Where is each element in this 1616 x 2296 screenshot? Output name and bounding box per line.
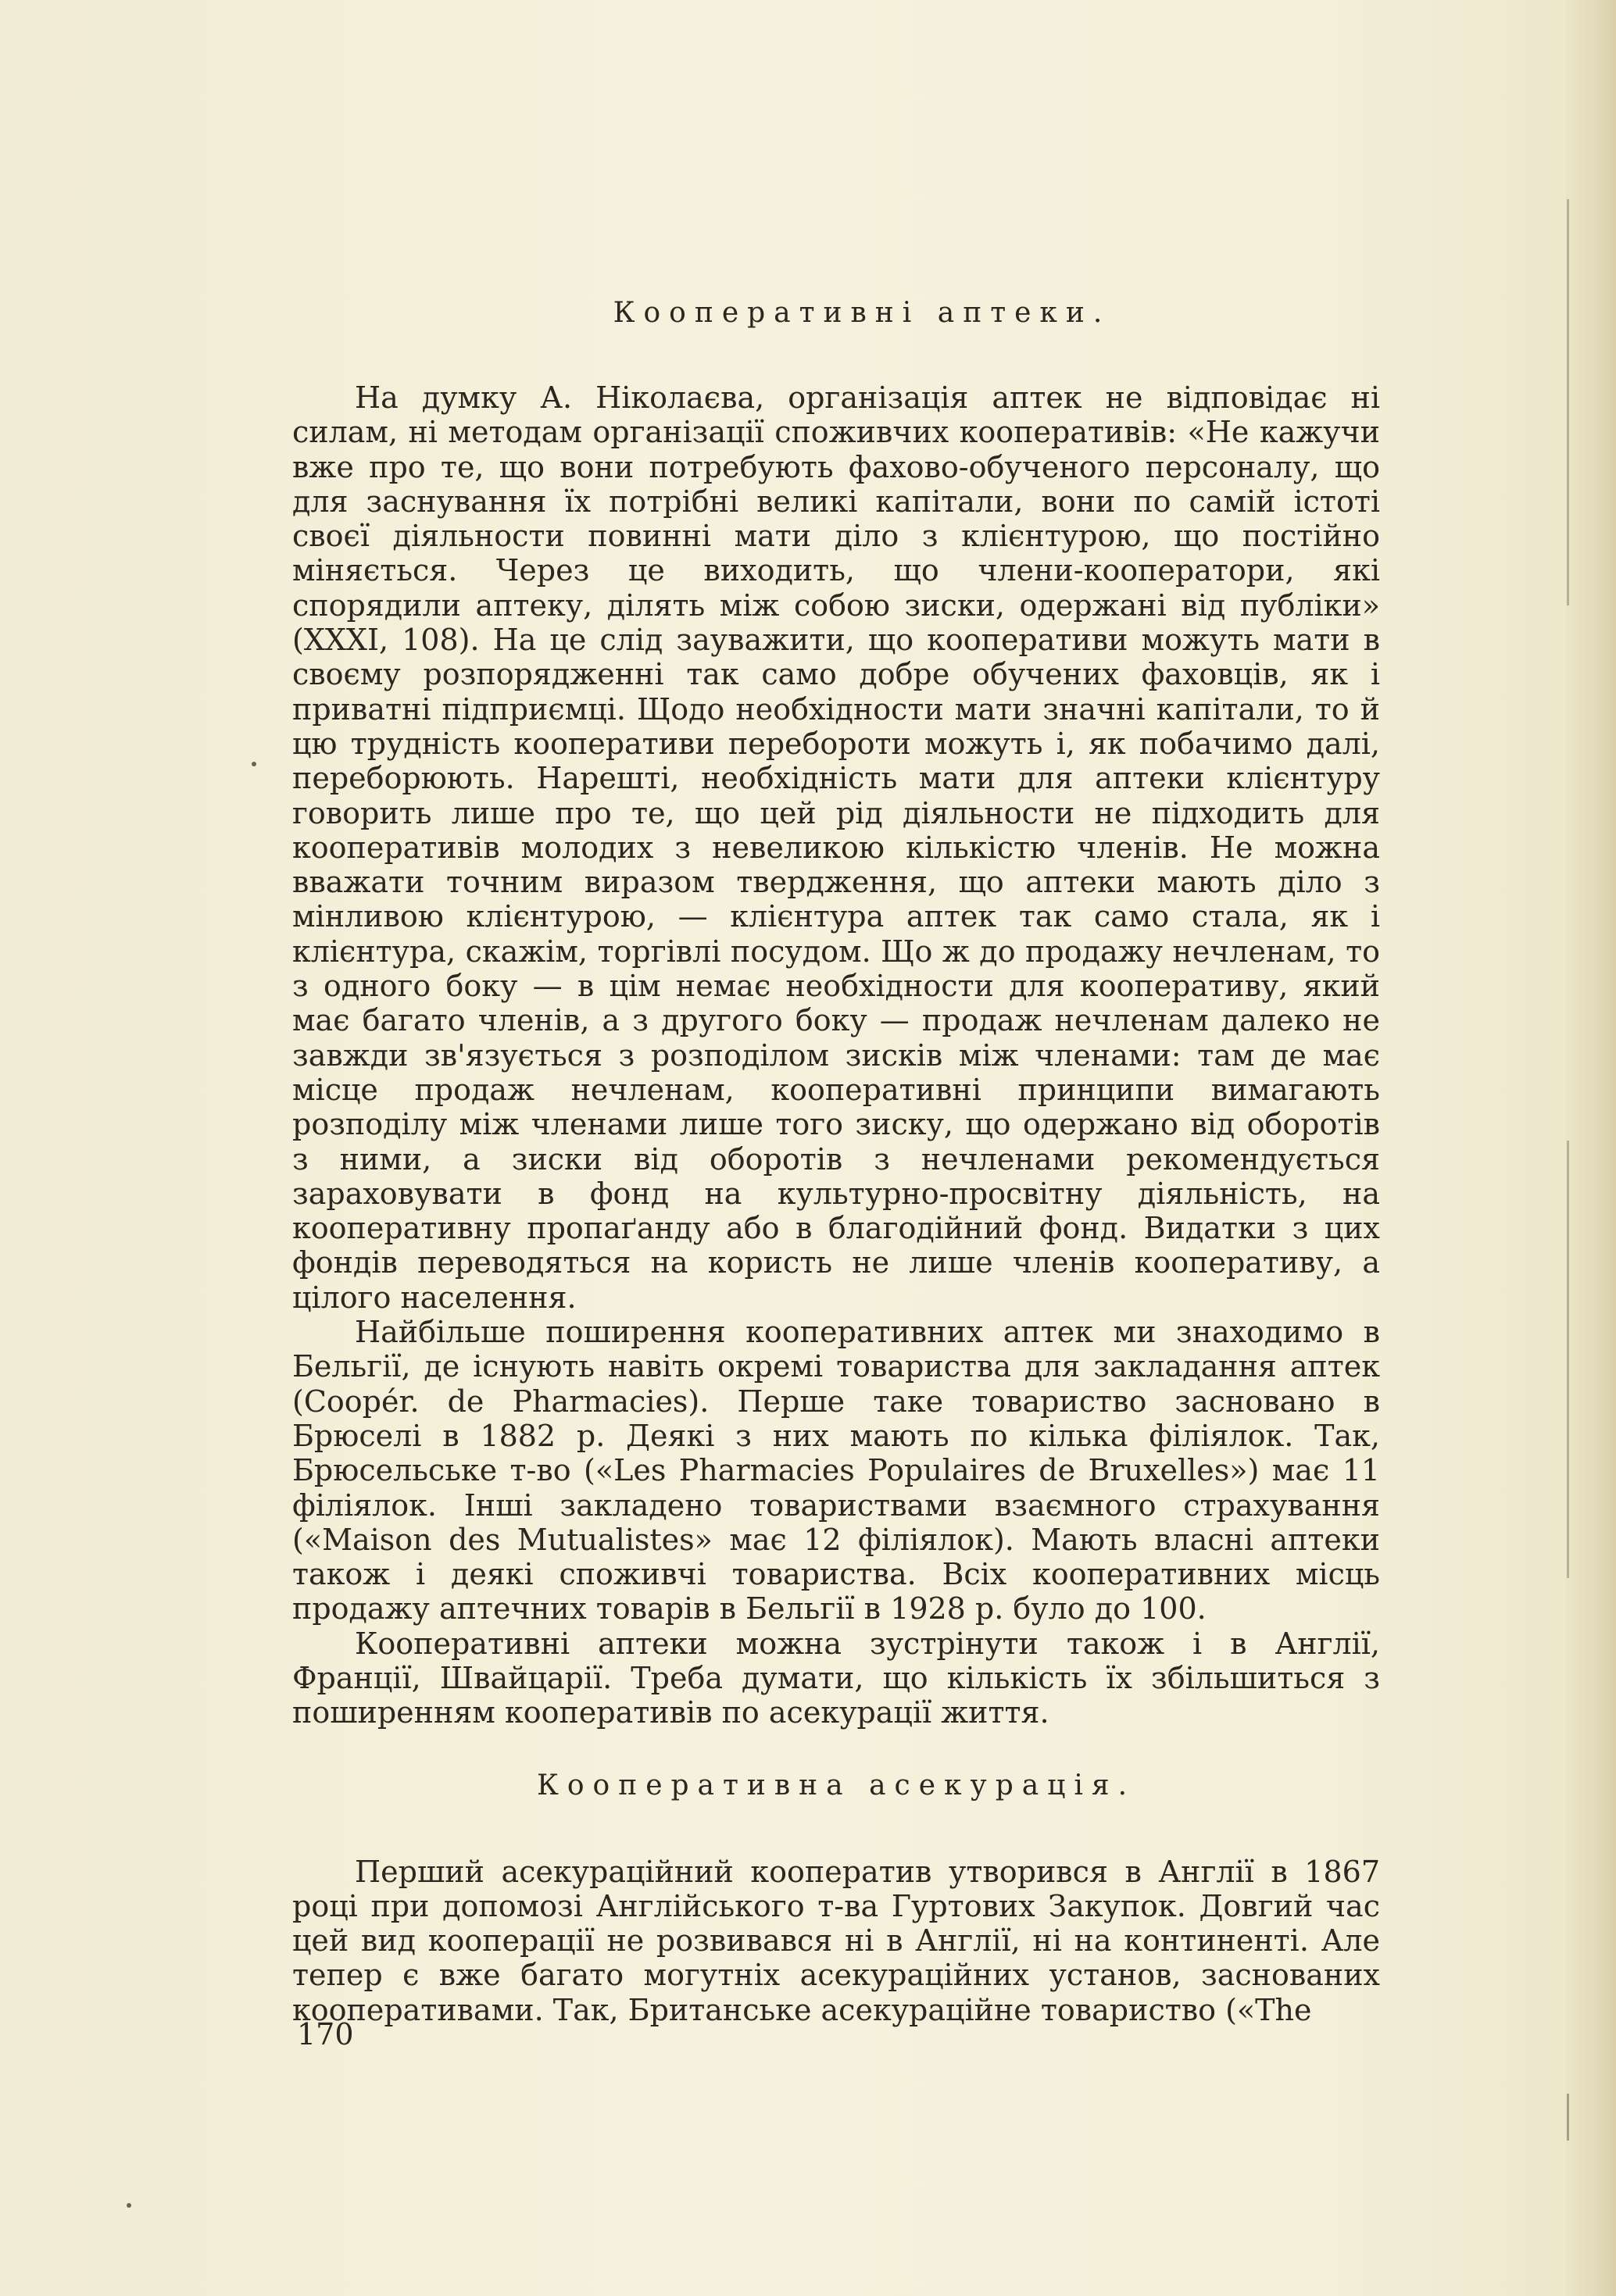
page-edge xyxy=(1566,0,1616,2296)
text-column xyxy=(292,297,1380,2027)
paragraph: Найбільше поширення кооперативних аптек ми знаходимо в Бельгії, де існують навіть окремі товариства для закладання аптек (Coopér. de Pharmacies). Перше таке товариство засновано в Брюселі в 1882 р. Деякі з них мають по кілька філіялок. Так, Брюсельське т-во («Les Pharmacies Populaires de Bruxelles») має 11 філіялок. Інші закладено товариствами взаємного страхування («Maison des Mutualistes» має 12 філіялок). Мають власні аптеки також і деякі споживчі товариства. Всіх кооперативних місць продажу аптечних товарів в Бельгії в 1928 р. було до 100. xyxy=(292,1315,1380,1626)
section-heading: Кооперативна асекурація. xyxy=(536,1769,1136,1801)
page-number: 170 xyxy=(297,2017,354,2051)
edge-shadow-line xyxy=(1567,2094,1569,2141)
section-body xyxy=(292,1855,1380,2027)
ink-speck xyxy=(127,2203,131,2208)
section-body xyxy=(292,380,1380,1730)
edge-shadow-line xyxy=(1567,199,1569,605)
section-heading: Кооперативні аптеки. xyxy=(613,297,1111,329)
ink-speck xyxy=(252,762,256,766)
paragraph: На думку А. Ніколаєва, організація аптек не відповідає ні силам, ні методам організації споживчих кооперативів: «Не кажучи вже про те, що вони потребують фахово-обученого персоналу, що для заснування їх потрібні великі капітали, вони по самій істоті своєї діяльности повинні мати діло з клієнтурою, що постійно міняється. Через це виходить, що члени-кооператори, які спорядили аптеку, ділять між собою зиски, одержані від публіки» (XXXI, 108). На це слід зауважити, що кооперативи можуть мати в своєму розпорядженні так само добре обучених фаховців, як і приватні підприємці. Щодо необхідности мати значні капітали, то й цю трудність кооперативи перебороти можуть і, як побачимо далі, переборюють. Нарешті, необхідність мати для аптеки клієнтуру говорить лише про те, що цей рід діяльности не підходить для кооперативів молодих з невеликою кількістю членів. Не можна вважати точним виразом твердження, що аптеки мають діло з мінливою клієнтурою, — клієнтура аптек так само стала, як і клієнтура, скажім, торгівлі посудом. Що ж до продажу нечленам, то з одного боку — в цім немає необхідности для кооперативу, який має багато членів, а з другого боку — продаж нечленам далеко не завжди зв'язується з розподілом зисків між членами: там де має місце продаж нечленам, кооперативні принципи вимагають розподілу між членами лише того зиску, що одержано від оборотів з ними, а зиски від оборотів з нечленами рекомендується зараховувати в фонд на культурно-просвітну діяльність, на кооперативну пропаґанду або в благодійний фонд. Видатки з цих фондів переводяться на користь не лише членів кооперативу, а цілого населення. xyxy=(292,380,1380,1315)
paragraph: Перший асекураційний кооператив утворився в Англії в 1867 році при допомозі Англійського т-ва Гуртових Закупок. Довгий час цей вид кооперації не розвивався ні в Англії, ні на континенті. Але тепер є вже багато могутніх асекураційних установ, заснованих кооперативами. Так, Британське асекураційне товариство («The xyxy=(292,1854,1380,2027)
paragraph: Кооперативні аптеки можна зустрінути також і в Англії, Франції, Швайцарії. Треба думати, що кількість їх збільшиться з поширенням кооперативів по асекурації життя. xyxy=(292,1626,1380,1730)
edge-shadow-line xyxy=(1567,1141,1569,1578)
